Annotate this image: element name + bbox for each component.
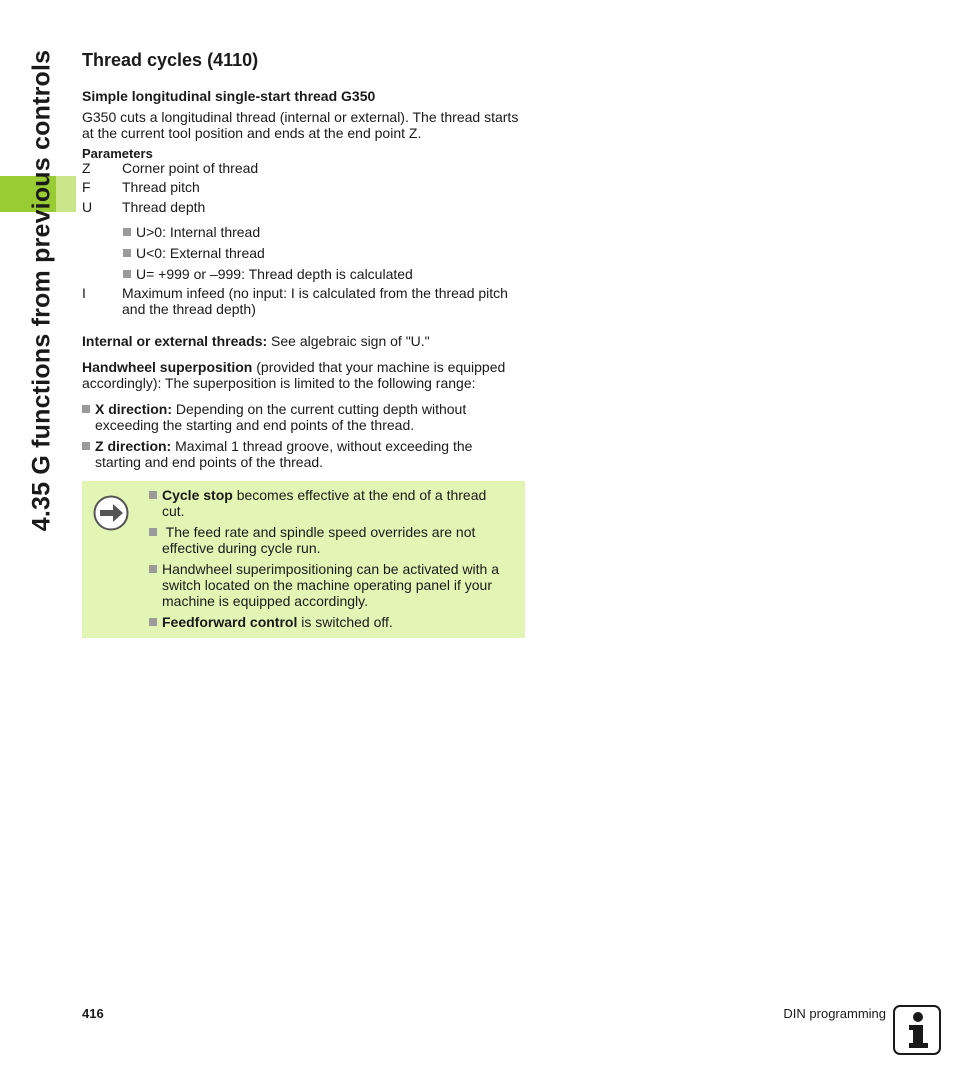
u-bullet (123, 224, 260, 240)
note-item-text-cont: cut. (162, 503, 185, 519)
direction-label: X direction: (95, 401, 173, 417)
handwheel-text: (provided that your machine is equipped (252, 359, 506, 375)
bullet-square-icon (82, 405, 90, 413)
u-bullet-text: U<0: External thread (136, 245, 265, 261)
info-icon (893, 1005, 941, 1055)
u-bullet-text: U>0: Internal thread (136, 224, 261, 240)
internal-external-label: Internal or external threads: (82, 333, 268, 349)
note-item (149, 614, 393, 630)
direction-text: Depending on the current cutting depth without (172, 401, 467, 417)
bullet-square-icon (149, 565, 157, 573)
bullet-square-icon (149, 618, 157, 626)
u-bullet (123, 266, 413, 282)
handwheel-paragraph (82, 359, 505, 375)
direction-text-cont: starting and end points of the thread. (95, 454, 324, 470)
param-desc: and the thread depth) (122, 301, 256, 317)
param-desc: Corner point of thread (122, 160, 259, 176)
param-key: U (82, 199, 93, 215)
note-item (149, 487, 486, 503)
note-item-text-cont: switch located on the machine operating panel if your (162, 577, 492, 593)
direction-item (82, 438, 472, 454)
section-title: Thread cycles (4110) (82, 50, 259, 70)
param-desc: Maximum infeed (no input: I is calculated from the thread pitch (122, 285, 508, 301)
param-key: Z (82, 160, 91, 176)
bullet-square-icon (123, 270, 131, 278)
side-title-text: 4.35 G functions from previous controls (27, 49, 56, 531)
handwheel-label: Handwheel superposition (82, 359, 253, 375)
page-number: 416 (82, 1006, 104, 1021)
internal-external-text: See algebraic sign of "U." (267, 333, 430, 349)
note-item-text: becomes effective at the end of a thread (232, 487, 487, 503)
bullet-square-icon (82, 442, 90, 450)
note-item (149, 524, 475, 540)
subheading: Simple longitudinal single-start thread G350 (82, 88, 376, 104)
handwheel-line-2: accordingly): The superposition is limited to the following range: (82, 375, 476, 391)
note-item-text: is switched off. (297, 614, 393, 630)
bullet-square-icon (123, 228, 131, 236)
direction-label: Z direction: (95, 438, 172, 454)
note-item-text-cont: effective during cycle run. (162, 540, 321, 556)
note-item-text-cont: machine is equipped accordingly. (162, 593, 368, 609)
note-item-text: The feed rate and spindle speed overrides are not (162, 524, 476, 540)
chapter-name: DIN programming (783, 1006, 886, 1021)
arrow-right-icon (93, 495, 129, 531)
param-key: I (82, 285, 86, 301)
note-item-text: Handwheel superimpositioning can be activated with a (162, 561, 499, 577)
bullet-square-icon (149, 491, 157, 499)
info-glyph-icon (895, 1007, 939, 1053)
side-title (18, 30, 66, 550)
note-item-label: Cycle stop (162, 487, 233, 503)
intro-line-2: at the current tool position and ends at the end point Z. (82, 125, 422, 141)
u-bullet-text: U= +999 or –999: Thread depth is calculated (136, 266, 413, 282)
u-bullet (123, 245, 265, 261)
bullet-square-icon (149, 528, 157, 536)
direction-item (82, 401, 466, 417)
param-key: F (82, 179, 91, 195)
internal-external-paragraph (82, 333, 430, 349)
intro-line-1: G350 cuts a longitudinal thread (internal or external). The thread starts (82, 109, 519, 125)
note-item (149, 561, 499, 577)
bullet-square-icon (123, 249, 131, 257)
param-desc: Thread depth (122, 199, 206, 215)
note-item-label: Feedforward control (162, 614, 298, 630)
direction-text-cont: exceeding the starting and end points of the thread. (95, 417, 415, 433)
param-desc: Thread pitch (122, 179, 200, 195)
direction-text: Maximal 1 thread groove, without exceeding the (171, 438, 473, 454)
parameters-heading: Parameters (82, 146, 153, 161)
